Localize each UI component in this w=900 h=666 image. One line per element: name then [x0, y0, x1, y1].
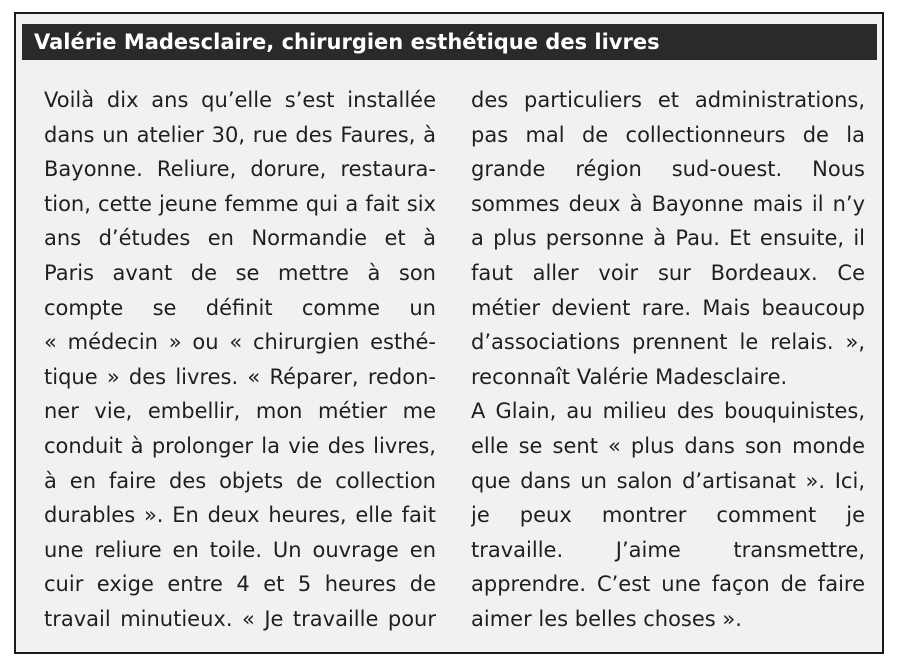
text-line: ner vie, embellir, mon métier me	[44, 399, 436, 424]
text-line: Voilà dix ans qu’elle s’est installée	[44, 88, 436, 112]
text-line: compte se définit comme un	[44, 295, 436, 320]
article-headline: Valérie Madesclaire, chirurgien esthétique des livres	[22, 24, 877, 60]
text-line: travaille. J’aime transmettre,	[471, 537, 865, 562]
article-column-right	[471, 83, 865, 637]
text-line: reconnaît Valérie Madesclaire.	[471, 364, 788, 389]
text-line: tique » des livres. « Réparer, redon-	[44, 364, 436, 389]
text-line: ans d’études en Normandie et à	[44, 226, 436, 251]
text-line: Bayonne. Reliure, dorure, restaura-	[44, 157, 436, 182]
text-line: d’associations prennent le relais. »,	[471, 330, 865, 355]
text-line: grande région sud-ouest. Nous	[471, 157, 865, 182]
text-line: métier devient rare. Mais beaucoup	[471, 295, 865, 320]
text-line: conduit à prolonger la vie des livres,	[44, 433, 436, 458]
text-line: aimer les belles choses ».	[471, 606, 742, 631]
text-line: Paris avant de se mettre à son	[44, 260, 436, 285]
text-line: sommes deux à Bayonne mais il n’y	[471, 191, 865, 216]
text-line: A Glain, au milieu des bouquinistes,	[471, 399, 865, 424]
text-line: elle se sent « plus dans son monde	[471, 433, 865, 458]
text-line: que dans un salon d’artisanat ». Ici,	[471, 468, 865, 493]
text-line: « médecin » ou « chirurgien esthé-	[44, 330, 436, 355]
text-line: dans un atelier 30, rue des Faures, à	[44, 122, 436, 147]
text-line: travail minutieux. « Je travaille pour	[44, 606, 436, 631]
text-line: cuir exige entre 4 et 5 heures de	[44, 572, 436, 597]
text-line: faut aller voir sur Bordeaux. Ce	[471, 260, 865, 285]
text-line: a plus personne à Pau. Et ensuite, il	[471, 226, 865, 251]
article-column-left	[44, 83, 436, 637]
text-line: pas mal de collectionneurs de la	[471, 122, 865, 147]
text-line: apprendre. C’est une façon de faire	[471, 572, 865, 597]
newspaper-clipping	[14, 12, 884, 654]
text-line: durables ». En deux heures, elle fait	[44, 503, 436, 528]
text-line: tion, cette jeune femme qui a fait six	[44, 191, 436, 216]
text-line: je peux montrer comment je	[471, 503, 865, 528]
text-line: une reliure en toile. Un ouvrage en	[44, 537, 436, 562]
text-line: des particuliers et administrations,	[471, 88, 865, 112]
text-line: à en faire des objets de collection	[44, 468, 436, 493]
